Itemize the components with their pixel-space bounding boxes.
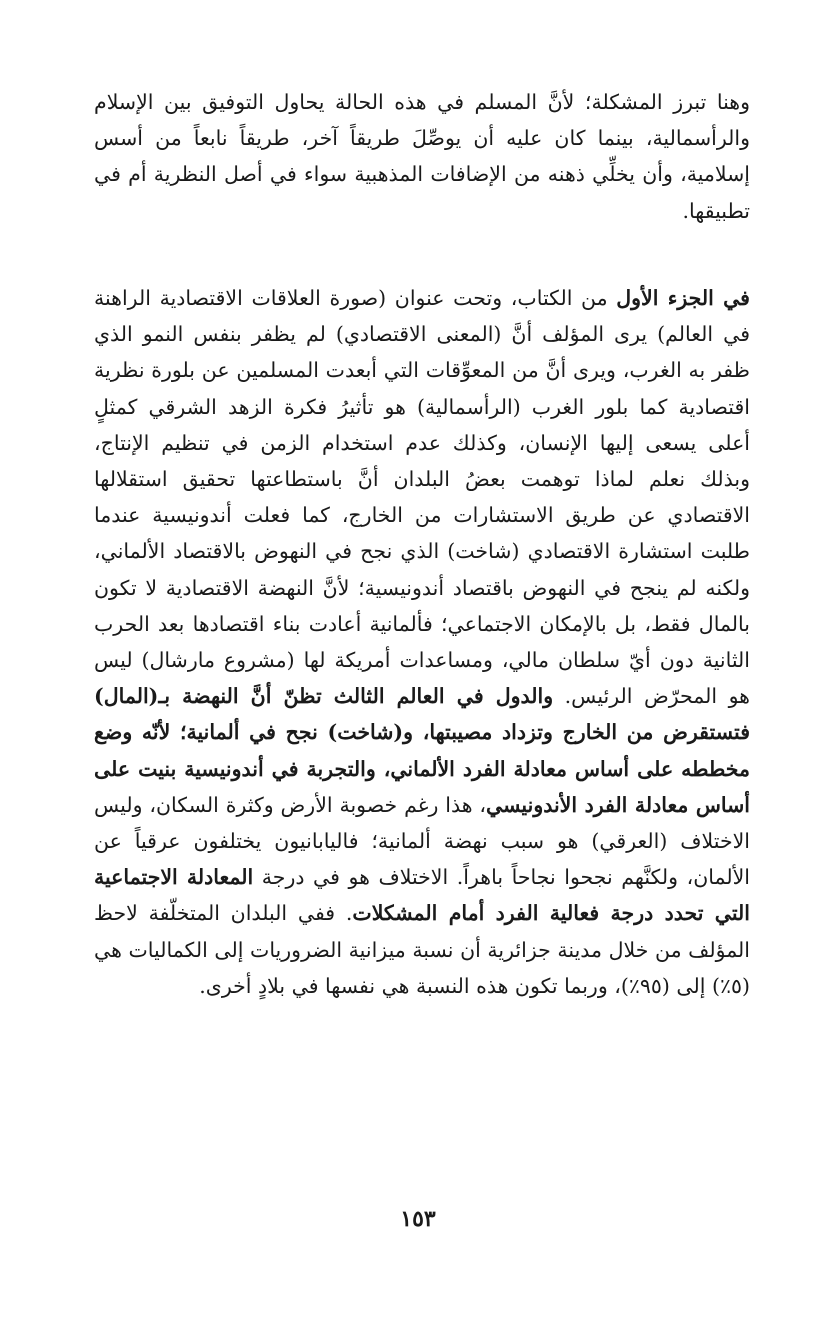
paragraph-2-bold-1: والدول في العالم الثالث تظنّ أنَّ النهضة بـ(المال) فتستقرض من الخارج وتزداد مصيبتها، و(شاخت) نجح في ألمانية؛ لأنّه وضع مخططه على أساس معادلة الفرد الألماني، والتجربة في أندونيسية بنيت على أساس معادلة الفرد الأندونيسي [94,684,750,817]
paragraph-2-bold-2: المعادلة الاجتماعية التي تحدد درجة فعالية الفرد أمام المشكلات [94,865,751,926]
page-number: ١٥٣ [400,1206,436,1232]
paragraph-2-lead-bold: في الجزء الأول [616,286,750,310]
paragraph-2 [94,280,750,1004]
paragraph-2-text-1: من الكتاب، وتحت عنوان (صورة العلاقات الاقتصادية الراهنة في العالم) يرى المؤلف أنَّ (المعنى الاقتصادي) لم يظفر بنفس النمو الذي ظفر به الغرب، ويرى أنَّ من المعوِّقات التي أبعدت المسلمين عن بلورة نظرية اقتصادية كما بلور الغرب (الرأسمالية) هو تأثيرُ فكرة الزهد الشرقي كمثلٍ أعلى يسعى إليها الإنسان، وكذلك عدم استخدام الزمن في تنظيم الإنتاج، وبذلك نعلم لماذا توهمت بعضُ البلدان أنَّ باستطاعتها تحقيق استقلالها الاقتصادي عن طريق الاستشارات من الخارج، كما فعلت أندونيسية عندما طلبت استشارة الاقتصادي (شاخت) الذي نجح في النهوض بالاقتصاد الألماني، ولكنه لم ينجح في النهوض باقتصاد أندونيسية؛ لأنَّ النهضة الاقتصادية لا تكون بالمال فقط، بل بالإمكان الاجتماعي؛ فألمانية أعادت بناء اقتصادها بعد الحرب الثانية دون أيّ سلطان مالي، ومساعدات أمريكة لها (مشروع مارشال) ليس هو المحرّض الرئيس. [94,286,750,709]
paragraph-2-text-3: . ففي البلدان المتخلّفة لاحظ المؤلف من خلال مدينة جزائرية أن نسبة ميزانية الضروريات إلى الكماليات هي (٥٪) إلى (٩٥٪)، وربما تكون هذه النسبة هي نفسها في بلادٍ أخرى. [94,901,750,998]
paragraph-2-text-2: ، هذا رغم خصوبة الأرض وكثرة السكان، وليس الاختلاف (العرقي) هو سبب نهضة ألمانية؛ فاليابانيون يختلفون عرقياً عن الألمان، ولكنَّهم نجحوا نجاحاً باهراً. الاختلاف هو في درجة [94,792,750,890]
paragraph-1 [94,84,750,229]
paragraph-1-text: وهنا تبرز المشكلة؛ لأنَّ المسلم في هذه الحالة يحاول التوفيق بين الإسلام والرأسمالية، بينما كان عليه أن يوصِّلَ طريقاً آخر، طريقاً نابعاً من أسس إسلامية، وأن يخلِّي ذهنه من الإضافات المذهبية سواء في أصل النظرية أم في تطبيقها. [94,90,750,223]
